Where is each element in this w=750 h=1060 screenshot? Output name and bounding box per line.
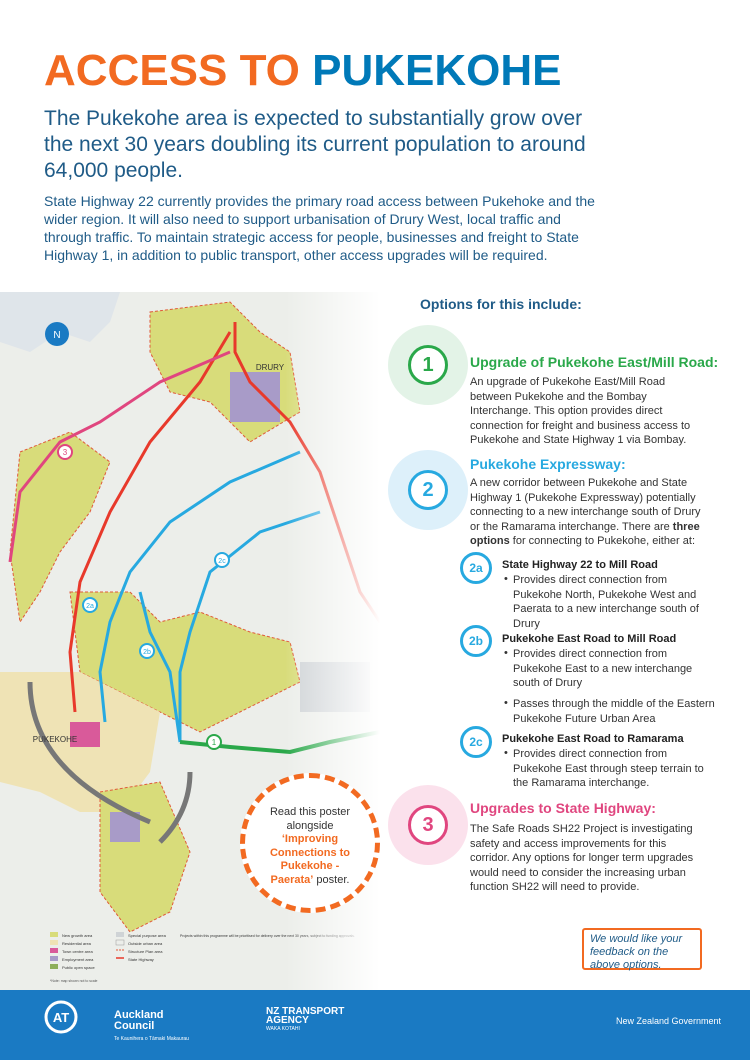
intro-paragraph: State Highway 22 currently provides the primary road access between Pukehoke and the wider region. It will also need to support urbanisation of Drury West, local traffic and through traffic. To maintain strategic access for people, businesses and freight to State Highway 1, in addition to public transport, other access upgrades will be required. [44,193,595,263]
sub-2c-title: Pukekohe East Road to Ramarama [502,733,684,745]
feedback-box: We would like your feedback on the above options. [582,928,702,970]
auckland-council-logo [114,1010,189,1045]
sub-2b-badge: 2b [460,625,492,657]
nzta-logo [236,1007,344,1034]
title-part-2: PUKEKOHE [312,46,562,95]
option-1-title: Upgrade of Pukekohe East/Mill Road: [470,354,719,370]
nzta-line-2: AGENCY [266,1015,309,1026]
option-1-number: 1 [408,345,448,385]
sub-2b-bullet-2-dot: • [504,697,508,709]
option-2-title: Pukekohe Expressway: [470,456,626,472]
auckland-council-name: Auckland Council [114,1009,164,1032]
svg-text:AT: AT [52,1010,70,1025]
sub-2b-bullet-1: Provides direct connection from Pukekohe East to a new interchange south of Drury [513,648,693,689]
sub-2b-bullet-1-dot: • [504,647,508,659]
option-3-number: 3 [408,805,448,845]
nz-government-logo: New Zealand Government [616,1016,722,1026]
nzta-line-1: NZ TRANSPORT [266,1006,345,1017]
callout-line-1: Read this poster alongside [269,806,351,832]
sub-2b-bullet-2: Passes through the middle of the Eastern Pukekohe Future Urban Area [513,698,715,725]
option-1-text: An upgrade of Pukekohe East/Mill Road between Pukekohe and the Bombay Interchange. This option provides direct connection for freight and business access to Pukekohe and State Highway 1 via Bombay. [470,376,691,446]
poster-callout-text [258,806,362,887]
option-2-text [470,476,708,549]
auckland-council-sub: Te Kaunihera o Tāmaki Makaurau [114,1036,189,1042]
option-1-badge [388,325,468,405]
option-2-badge [388,450,468,530]
option-2-text-bold: three options [470,520,700,547]
sub-2c-badge: 2c [460,726,492,758]
callout-poster-name: ‘Improving Connections to Pukekohe - Paerata’ [269,833,351,886]
sub-2a-bullet: Provides direct connection from Pukekohe North, Pukekohe West and Paerata to a new interchange south of Drury [513,574,699,630]
sub-2a-badge: 2a [460,552,492,584]
sub-2a-bullet-dot: • [504,573,508,585]
option-3-text: The Safe Roads SH22 Project is investigating safety and access improvements for this corridor. Any options for longer term upgrades would need to consider the increasing urban function SH22 will need to provide. [470,823,694,893]
option-2-text-a: A new corridor between Pukekohe and State Highway 1 (Pukekohe Expressway) potentially connecting to a new interchange south of Drury or the Ramarama interchange. There are [470,477,701,533]
sub-2c-bullet: Provides direct connection from Pukekohe East through steep terrain to the Ramarama interchange. [513,748,704,789]
sub-2c-bullet-dot: • [504,747,508,759]
nzta-line-3: WAKA KOTAHI [266,1026,300,1032]
sub-2b-title: Pukekohe East Road to Mill Road [502,633,677,645]
option-3-title: Upgrades to State Highway: [470,800,656,816]
callout-line-2: poster. [313,873,350,886]
at-logo-icon [44,1000,78,1034]
option-2-number: 2 [408,470,448,510]
options-heading: Options for this include: [420,296,582,312]
title-part-1: ACCESS TO [44,46,300,95]
page-title [44,46,562,96]
lead-paragraph: The Pukekohe area is expected to substantially grow over the next 30 years doubling its current population to around 64,000 people. [44,107,586,182]
option-2-text-c: for connecting to Pukekohe, either at: [509,535,695,547]
option-3-badge [388,785,468,865]
sub-2a-title: State Highway 22 to Mill Road [502,559,658,571]
